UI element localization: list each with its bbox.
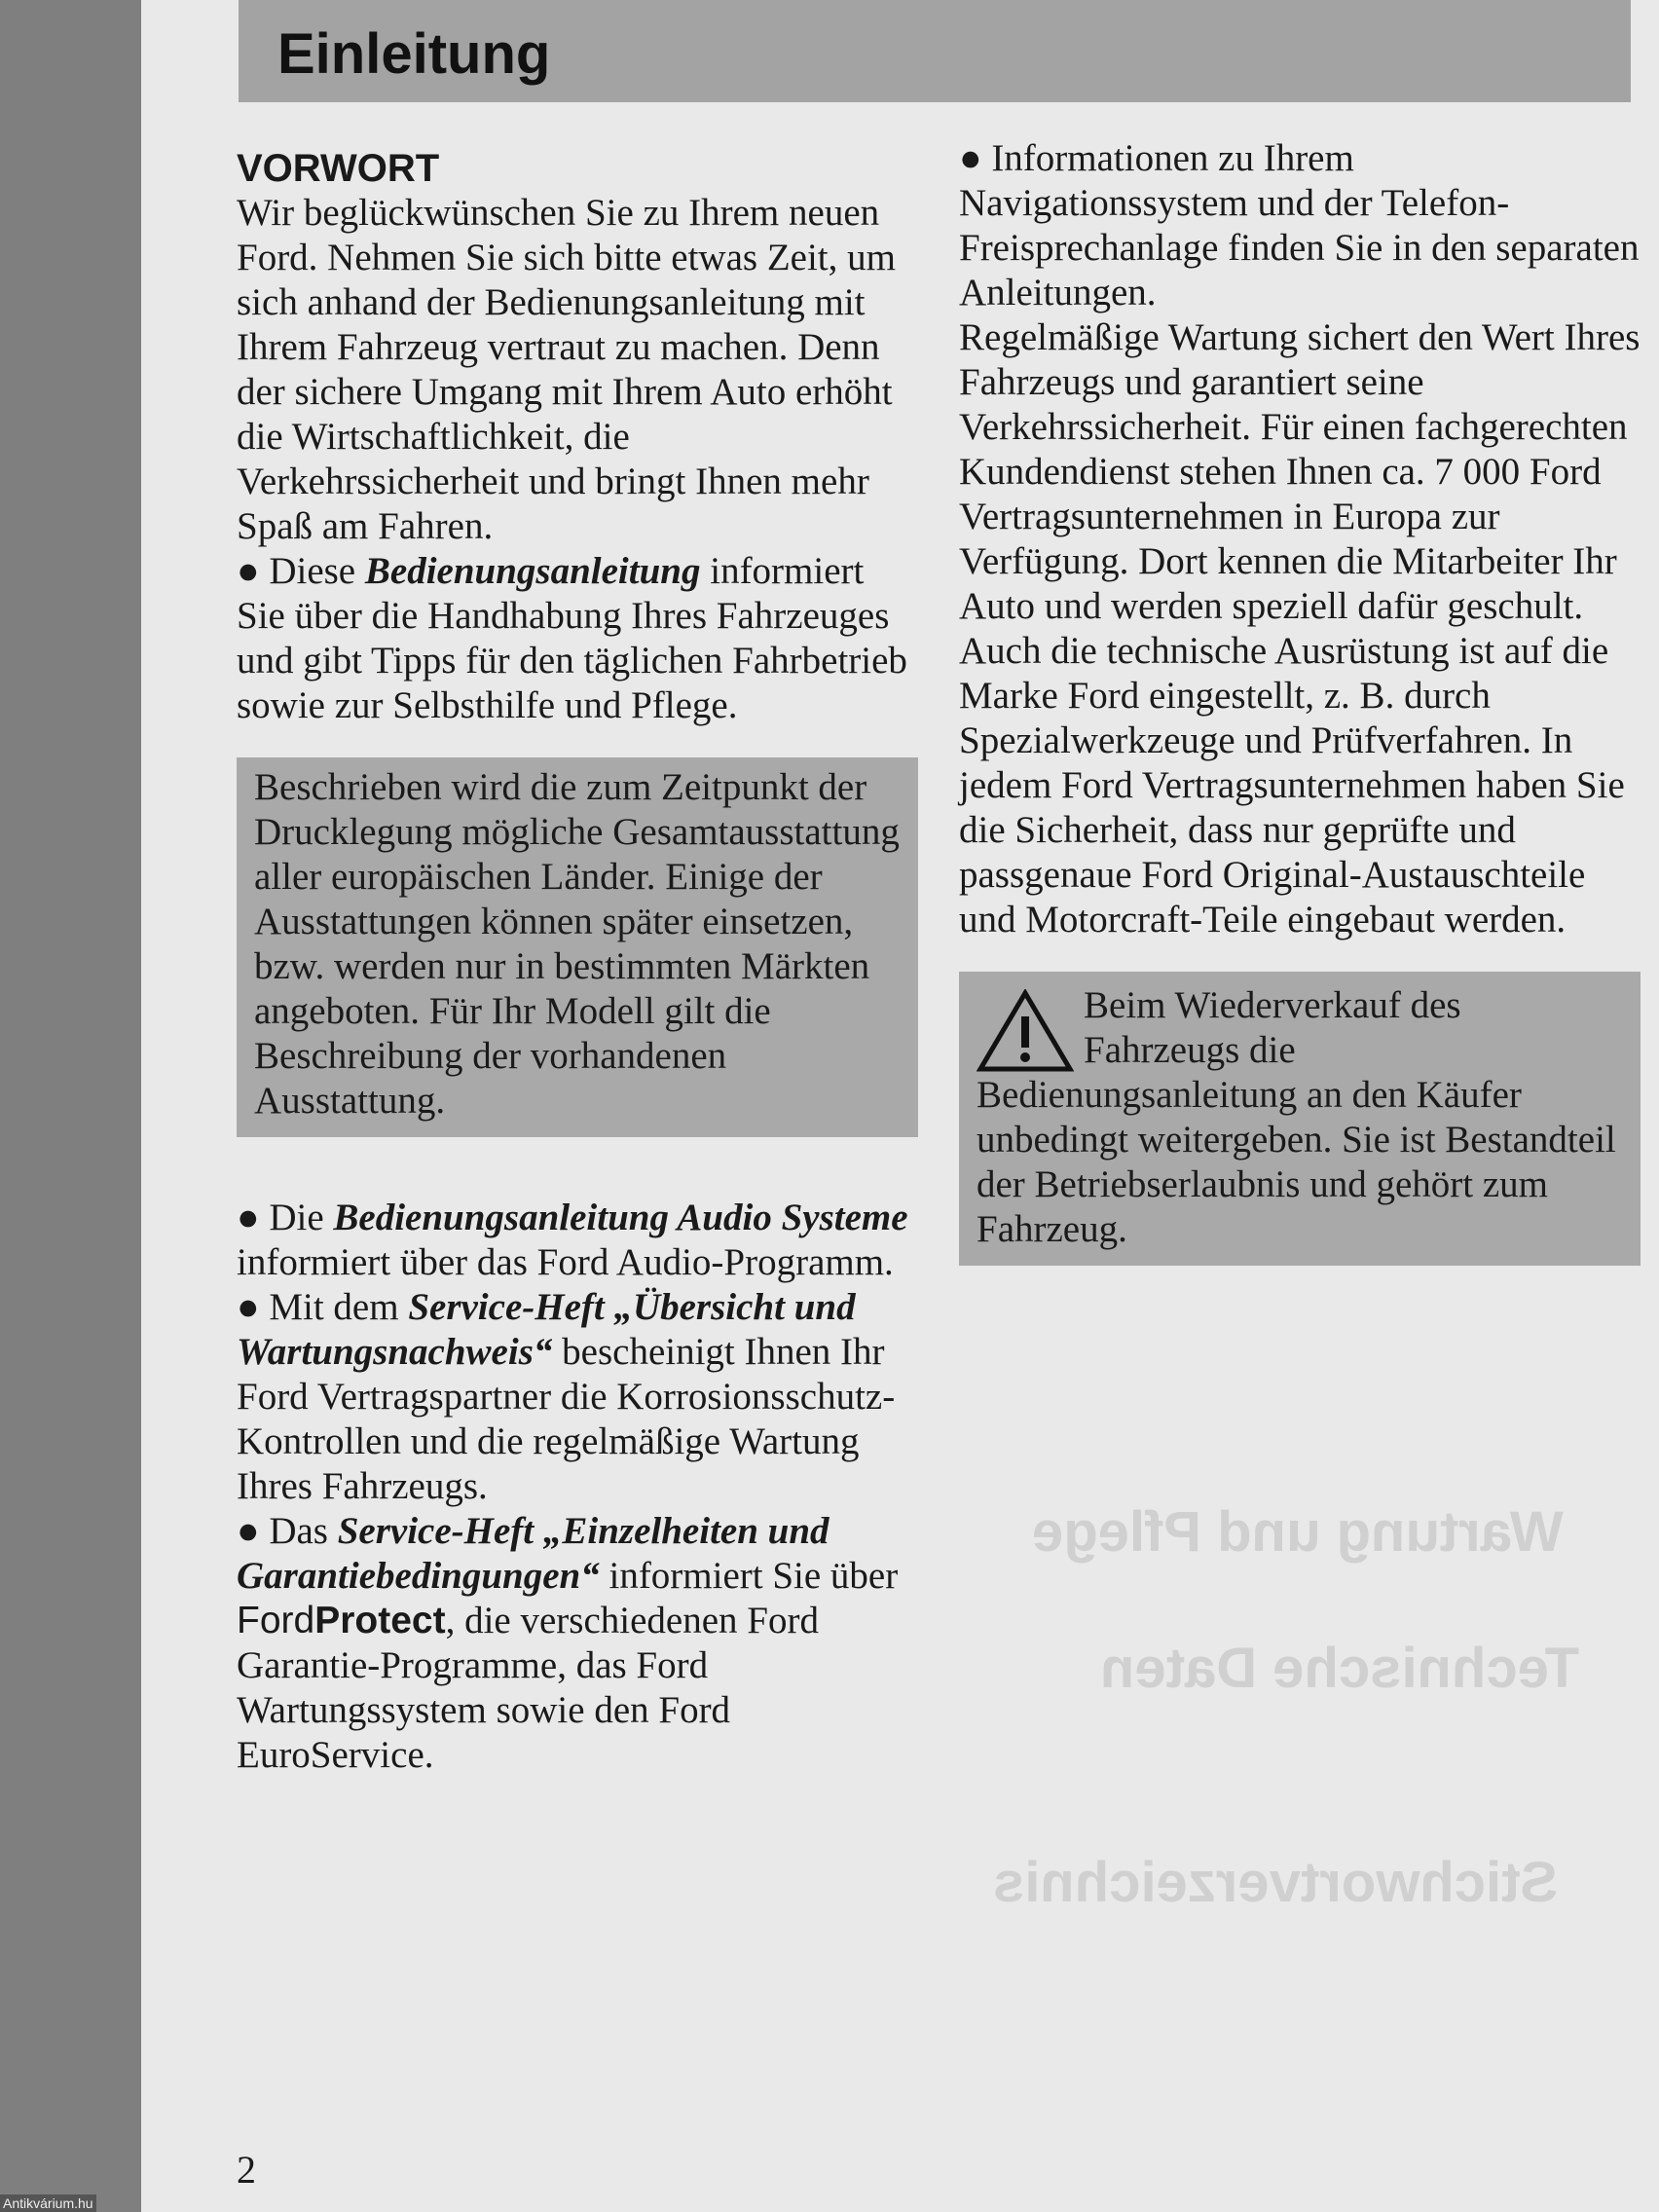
maintenance-paragraph: Regelmäßige Wartung sichert den Wert Ihres Fahrzeugs und garantiert seine Verkehrssicherheit. Für einen fachgerechten Kundendienst stehen Ihnen ca. 7 000 Ford Vertragsunternehmen in Europa zur Verfügung. Dort kennen die Mitarbeiter Ihr Auto und werden speziell dafür geschult. Auch die technische Ausrüstung ist auf die Marke Ford eingestellt, z. B. durch Spezialwerkzeuge und Prüfverfahren. In jedem Ford Vertragsunternehmen haben Sie die Sicherheit, dass nur geprüfte und passgenaue Ford Original-Austauschteile und Motorcraft-Teile eingebaut werden. — [959, 316, 1641, 940]
emphasis: Service-Heft „Einzelheiten und Garantiebedingungen“ — [237, 1510, 830, 1597]
emphasis: Bedienungsanleitung — [364, 550, 701, 592]
bullet-item — [959, 136, 1641, 315]
page-edge — [0, 0, 141, 2212]
intro-paragraph: Wir beglückwünschen Sie zu Ihrem neuen Ford. Nehmen Sie sich bitte etwas Zeit, um sich anhand der Bedienungsanleitung mit Ihrem Fahrzeug vertraut zu machen. Denn der sichere Umgang mit Ihrem Auto erhöht die Wirtschaftlichkeit, die Verkehrssicherheit und bringt Ihnen mehr Spaß am Fahren. — [237, 192, 896, 547]
page-number: 2 — [237, 2148, 256, 2192]
text: informiert Sie über die Handhabung Ihres Fahrzeuges und gibt Tipps für den täglichen Fahrbetrieb sowie zur Selbsthilfe und Pflege. — [237, 550, 907, 726]
brand-protect: Protect — [314, 1600, 446, 1641]
info-box-text: Beschrieben wird die zum Zeitpunkt der Drucklegung mögliche Gesamtausstattung aller europäischen Länder. Einige der Ausstattungen können später einsetzen, bzw. werden nur in bestimmten Märkten angeboten. Für Ihr Modell gilt die Beschreibung der vorhandenen Ausstattung. — [254, 766, 900, 1122]
text: Die — [269, 1197, 334, 1238]
bleedthrough: Wartung und Pflege — [1032, 1500, 1564, 1564]
warning-box — [959, 972, 1641, 1266]
text: Das — [269, 1510, 338, 1552]
emphasis: Service-Heft „Übersicht und Wartungsnachweis“ — [237, 1286, 856, 1373]
chapter-title: Einleitung — [277, 22, 551, 86]
text: Mit dem — [269, 1286, 409, 1328]
warning-text: Beim Wiederverkauf des Fahrzeugs die Bedienungsanleitung an den Käufer unbedingt weitergeben. Sie ist Bestandteil der Betriebserlaubnis und gehört zum Fahrzeug. — [977, 984, 1616, 1250]
text: bescheinigt Ihnen Ihr Ford Vertragspartner die Korrosionsschutz-Kontrollen und die regelmäßige Wartung Ihres Fahrzeugs. — [237, 1331, 896, 1507]
bullet-icon: ● — [237, 1510, 270, 1552]
bullet-item — [237, 1285, 918, 1509]
text: informiert über das Ford Audio-Programm. — [237, 1241, 894, 1283]
right-column — [959, 136, 1641, 1266]
bullet-icon: ● — [237, 550, 270, 592]
bullet-item — [237, 549, 918, 728]
text: Informationen zu Ihrem Navigationssystem und der Telefon-Freisprechanlage finden Sie in den separaten Anleitungen. — [959, 137, 1640, 313]
bullet-item — [237, 1196, 918, 1285]
emphasis: Bedienungsanleitung Audio Systeme — [333, 1197, 908, 1238]
bleedthrough: Stichwortverzeichnis — [993, 1851, 1559, 1914]
text: informiert Sie über — [599, 1555, 899, 1597]
brand-ford: Ford — [237, 1600, 315, 1641]
bleedthrough: Technische Daten — [1100, 1637, 1580, 1700]
warning-triangle-icon — [977, 989, 1074, 1073]
text: , die verschiedenen Ford Garantie-Programme, das Ford Wartungssystem sowie den Ford EuroService. — [237, 1600, 819, 1776]
text: Diese — [269, 550, 365, 592]
bullet-icon: ● — [959, 137, 992, 179]
left-column — [237, 146, 918, 1778]
bullet-item — [237, 1509, 918, 1778]
section-subtitle: VORWORT — [237, 147, 440, 190]
bullet-icon: ● — [237, 1286, 270, 1328]
watermark: Antikvárium.hu — [0, 2194, 96, 2212]
bullet-icon: ● — [237, 1197, 270, 1238]
info-box — [237, 757, 918, 1137]
